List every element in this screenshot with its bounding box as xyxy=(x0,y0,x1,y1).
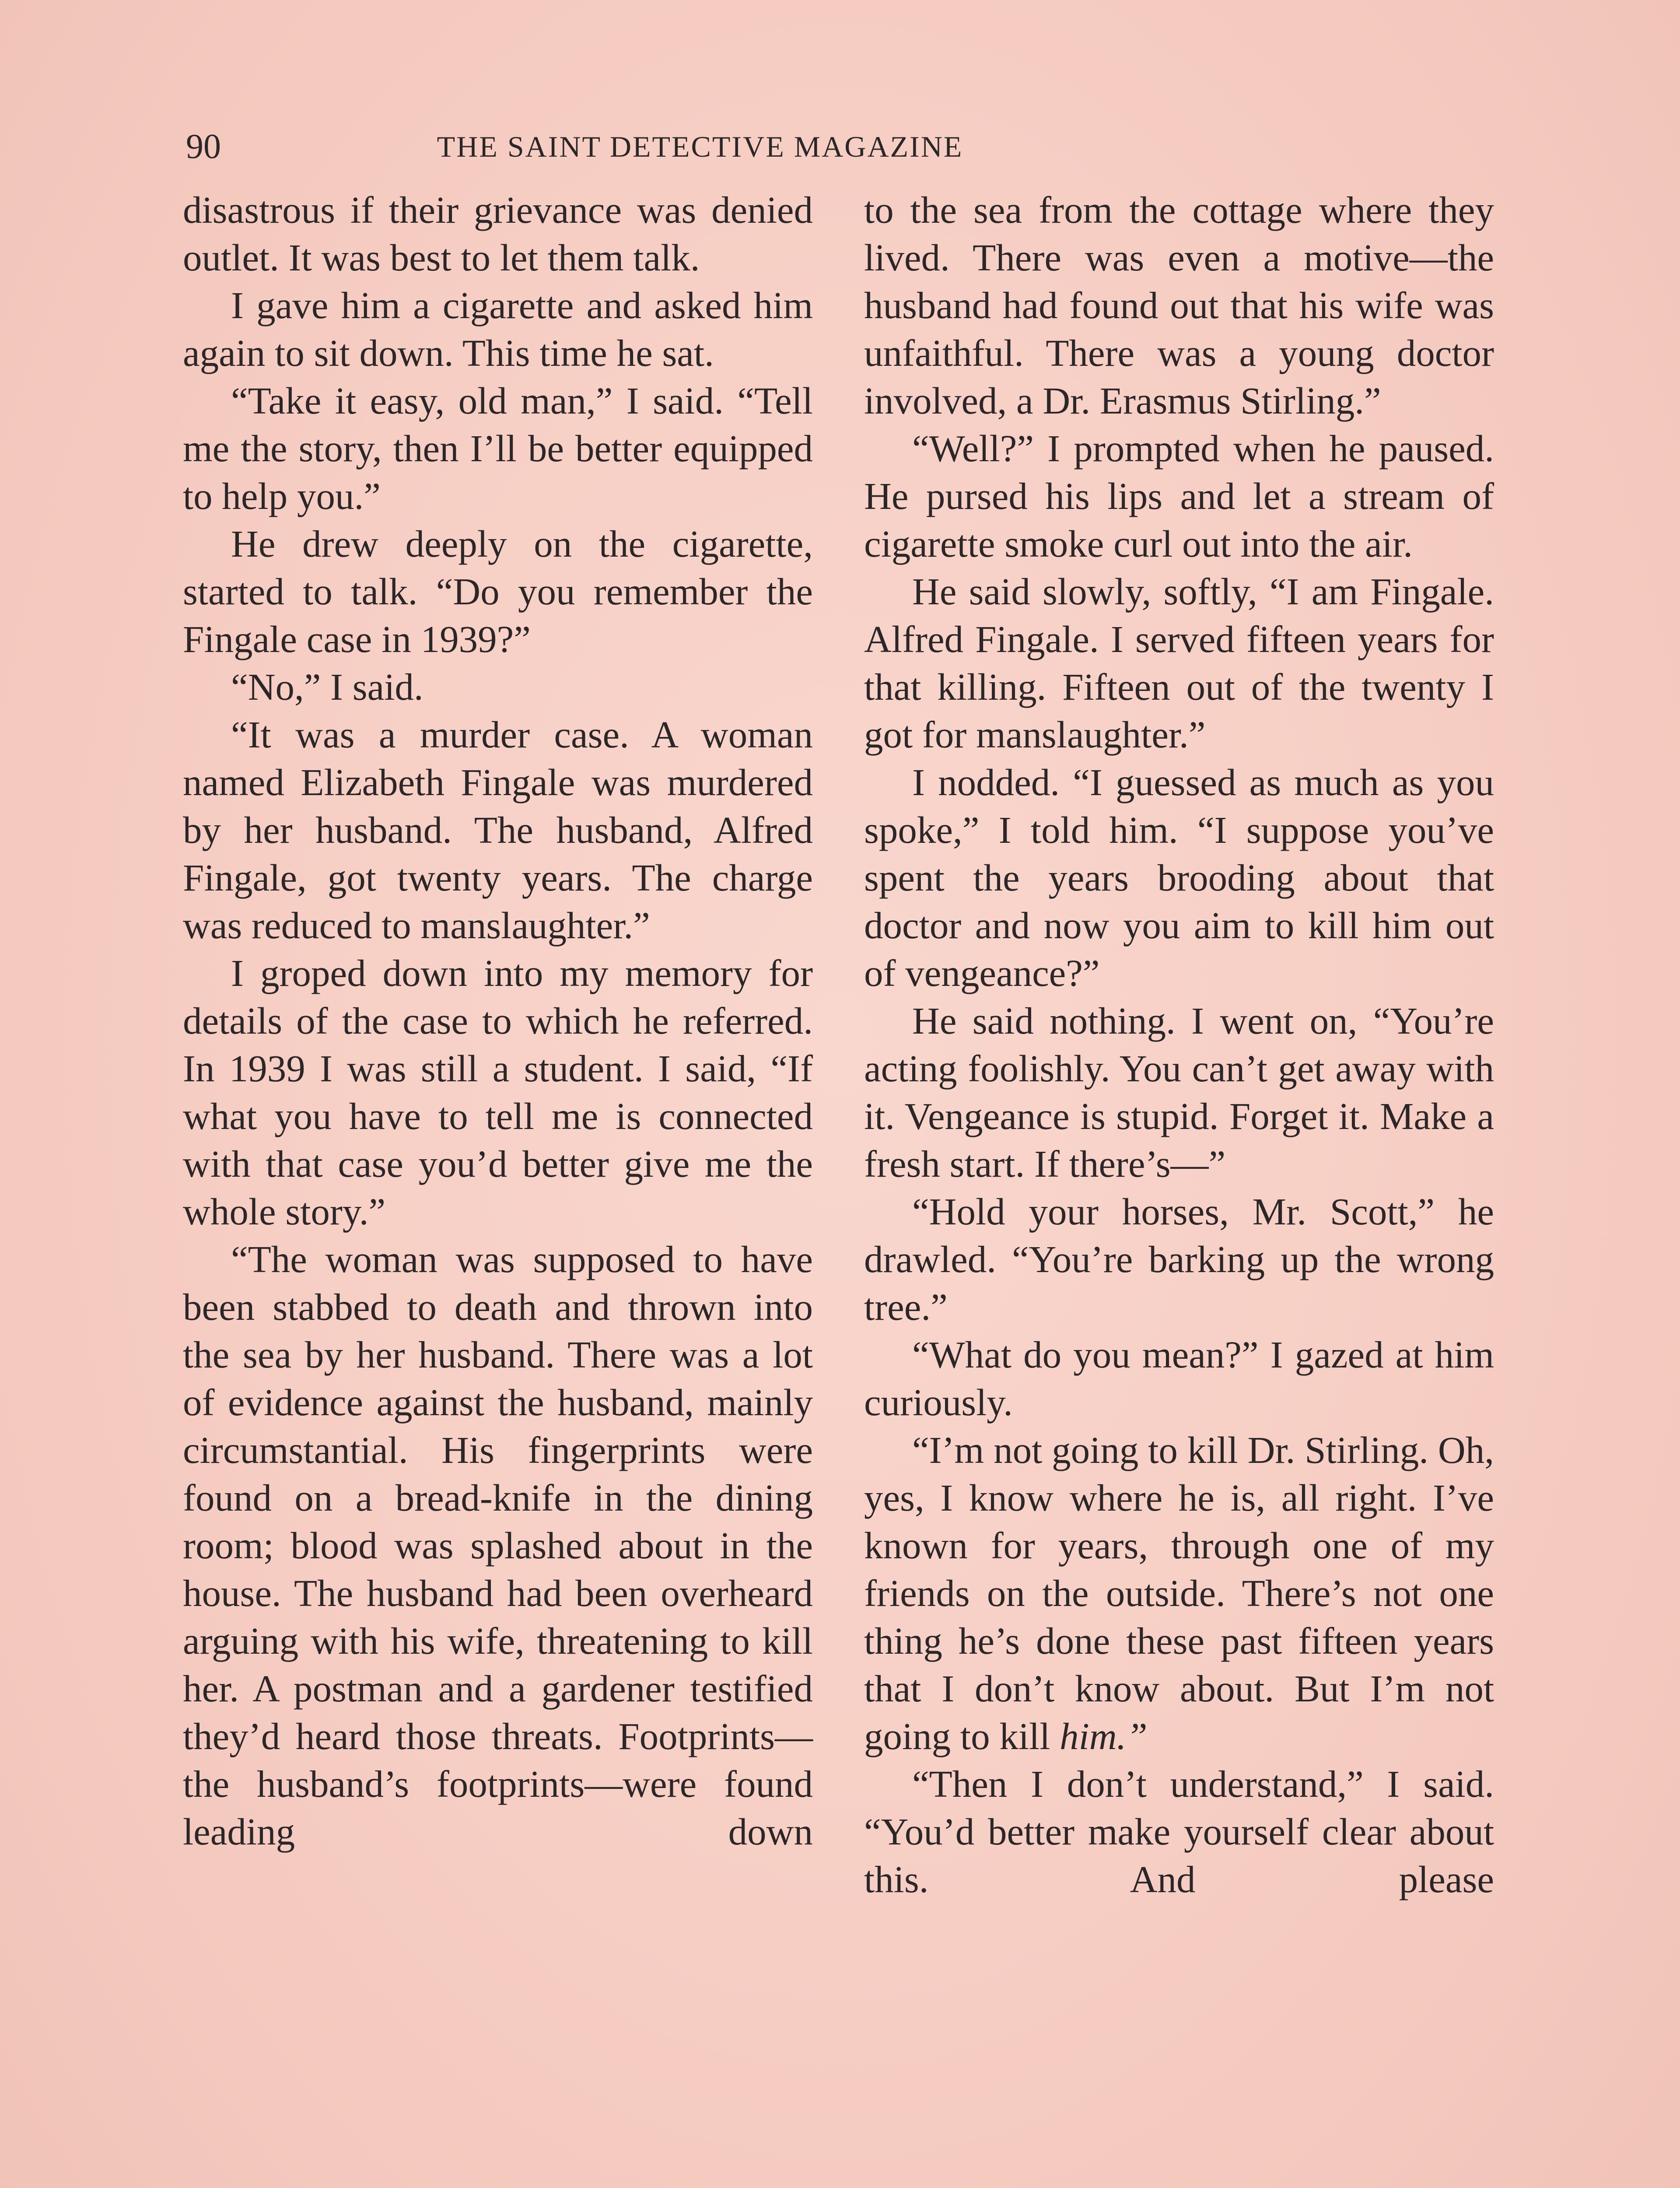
emphasized-text: him.” xyxy=(1060,1715,1148,1757)
paragraph xyxy=(864,1426,1494,1760)
paragraph: “Well?” I prompted when he paused. He pursed his lips and let a stream of cigarette smoke curl out into the air. xyxy=(864,427,1494,565)
paragraph: “It was a murder case. A woman named Elizabeth Fingale was murdered by her husband. The husband, Alfred Fingale, got twenty years. The charge was reduced to manslaughter.” xyxy=(183,713,813,947)
running-title: THE SAINT DETECTIVE MAGAZINE xyxy=(437,130,963,163)
paragraph: “Then I don’t understand,” I said. “You’d better make yourself clear about this. And please xyxy=(864,1763,1494,1900)
paragraph: “Hold your horses, Mr. Scott,” he drawled. “You’re barking up the wrong tree.” xyxy=(864,1190,1494,1328)
paragraph: I nodded. “I guessed as much as you spoke,” I told him. “I suppose you’ve spent the years brooding about that doctor and now you aim to kill him out of vengeance?” xyxy=(864,761,1494,994)
paragraph: “Take it easy, old man,” I said. “Tell me the story, then I’ll be better equipped to help you.” xyxy=(183,379,813,517)
page-header xyxy=(186,123,1175,171)
page-number: 90 xyxy=(186,127,221,166)
paragraph: He drew deeply on the cigarette, started to talk. “Do you remember the Fingale case in 1939?” xyxy=(183,522,813,660)
left-column xyxy=(183,186,813,1855)
paragraph: “What do you mean?” I gazed at him curiously. xyxy=(864,1333,1494,1424)
right-column xyxy=(864,186,1494,1903)
paragraph: “The woman was supposed to have been stabbed to death and thrown into the sea by her husband. There was a lot of evidence against the husband, mainly circumstantial. His fingerprints were found on a bread-knife in the dining room; blood was splashed about in the house. The husband had been overheard arguing with his wife, threatening to kill her. A postman and a gardener testified they’d heard those threats. Footprints—the husband’s footprints—were found leading down xyxy=(183,1238,813,1853)
paragraph: to the sea from the cottage where they lived. There was even a motive—the husband had found out that his wife was unfaithful. There was a young doctor involved, a Dr. Erasmus Stirling.” xyxy=(864,189,1494,422)
paragraph: He said nothing. I went on, “You’re acting foolishly. You can’t get away with it. Vengeance is stupid. Forget it. Make a fresh start. If there’s—” xyxy=(864,999,1494,1185)
paragraph: disastrous if their grievance was denied outlet. It was best to let them talk. xyxy=(183,189,813,279)
paragraph: I gave him a cigarette and asked him again to sit down. This time he sat. xyxy=(183,284,813,374)
paragraph: “No,” I said. xyxy=(231,666,424,708)
paragraph: He said slowly, softly, “I am Fingale. Alfred Fingale. I served fifteen years for that killing. Fifteen out of the twenty I got for manslaughter.” xyxy=(864,570,1494,756)
paragraph-text: “I’m not going to kill Dr. Stirling. Oh, yes, I know where he is, all right. I’ve known for years, through one of my friends on the outside. There’s not one thing he’s done these past fifteen years that I don’t know about. But I’m not going to kill xyxy=(864,1429,1494,1757)
paragraph: I groped down into my memory for details of the case to which he referred. In 1939 I was still a student. I said, “If what you have to tell me is connected with that case you’d better give me the whole story.” xyxy=(183,952,813,1233)
